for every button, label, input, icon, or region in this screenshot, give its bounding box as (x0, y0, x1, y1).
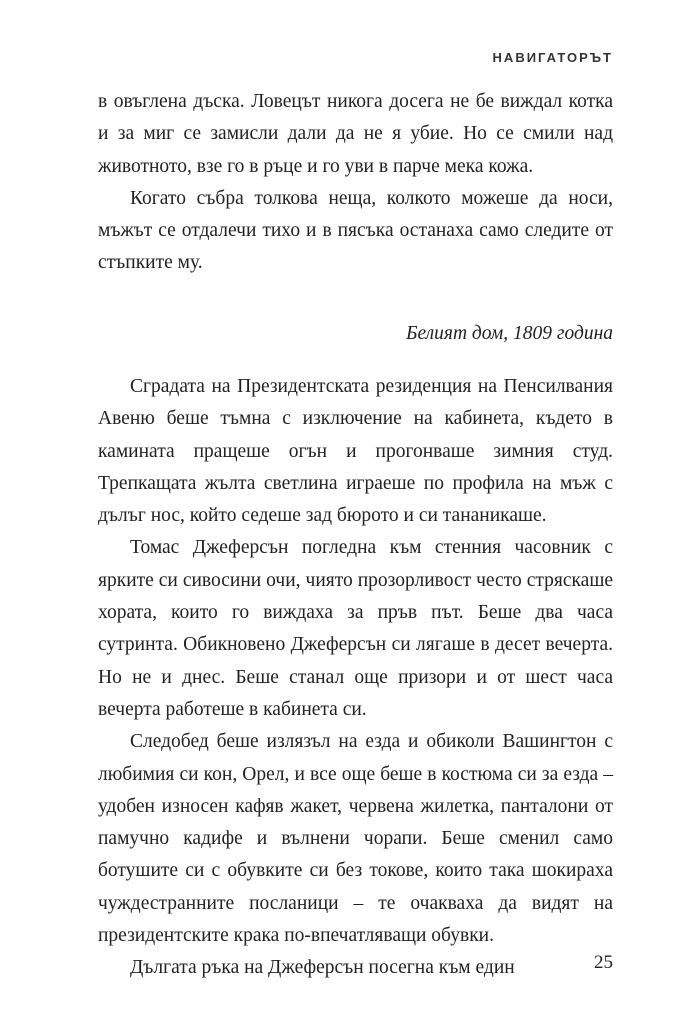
paragraph: Сградата на Президентската резиденция на Пенсилвания Авеню беше тъмна с изключение на кабинета, където в камината пращеше огън и прогонваше зимния студ. Трепкащата жълта светлина играеше по профила на мъж с дълъг нос, който седеше зад бюрото и си тананикаше. (98, 376, 613, 527)
running-head: НАВИГАТОРЪТ (492, 50, 613, 65)
paragraph: Когато събра толкова неща, колкото можеше да носи, мъжът се отдалечи тихо и в пясъка останаха само следите от стъпките му. (98, 187, 613, 274)
page-number: 25 (594, 952, 613, 973)
section-heading: Белият дом, 1809 година (405, 323, 613, 344)
paragraph: Следобед беше излязъл на езда и обиколи Вашингтон с любимия си кон, Орел, и все още беше в костюма си за езда – удобен износен кафяв жакет, червена жилетка, панталони от памучно кадифе и вълнени чорапи. Беше сменил само ботушите си с обувките си без токове, които така шокираха чуждестранните посланици – те очакваха да видят на президентските крака по-впечатляващи обувки. (98, 731, 613, 947)
main-text-block (98, 371, 613, 985)
paragraph: Томас Джеферсън погледна към стенния часовник с ярките си сивосини очи, чиято прозорливост често стряскаше хората, които го виждаха за пръв път. Беше два часа сутринта. Обикновено Джеферсън си лягаше в десет вечерта. Но не и днес. Беше станал още призори и от шест часа вечерта работеше в кабинета си. (98, 537, 613, 720)
paragraph-continues: Дългата ръка на Джеферсън посегна към един (130, 957, 515, 979)
top-text-block (98, 86, 613, 280)
paragraph-continued: в овъглена дъска. Ловецът никога досега не бе виждал котка и за миг се замисли дали да не я убие. Но се смили над животното, взе го в ръце и го уви в парче мека кожа. (98, 91, 613, 177)
